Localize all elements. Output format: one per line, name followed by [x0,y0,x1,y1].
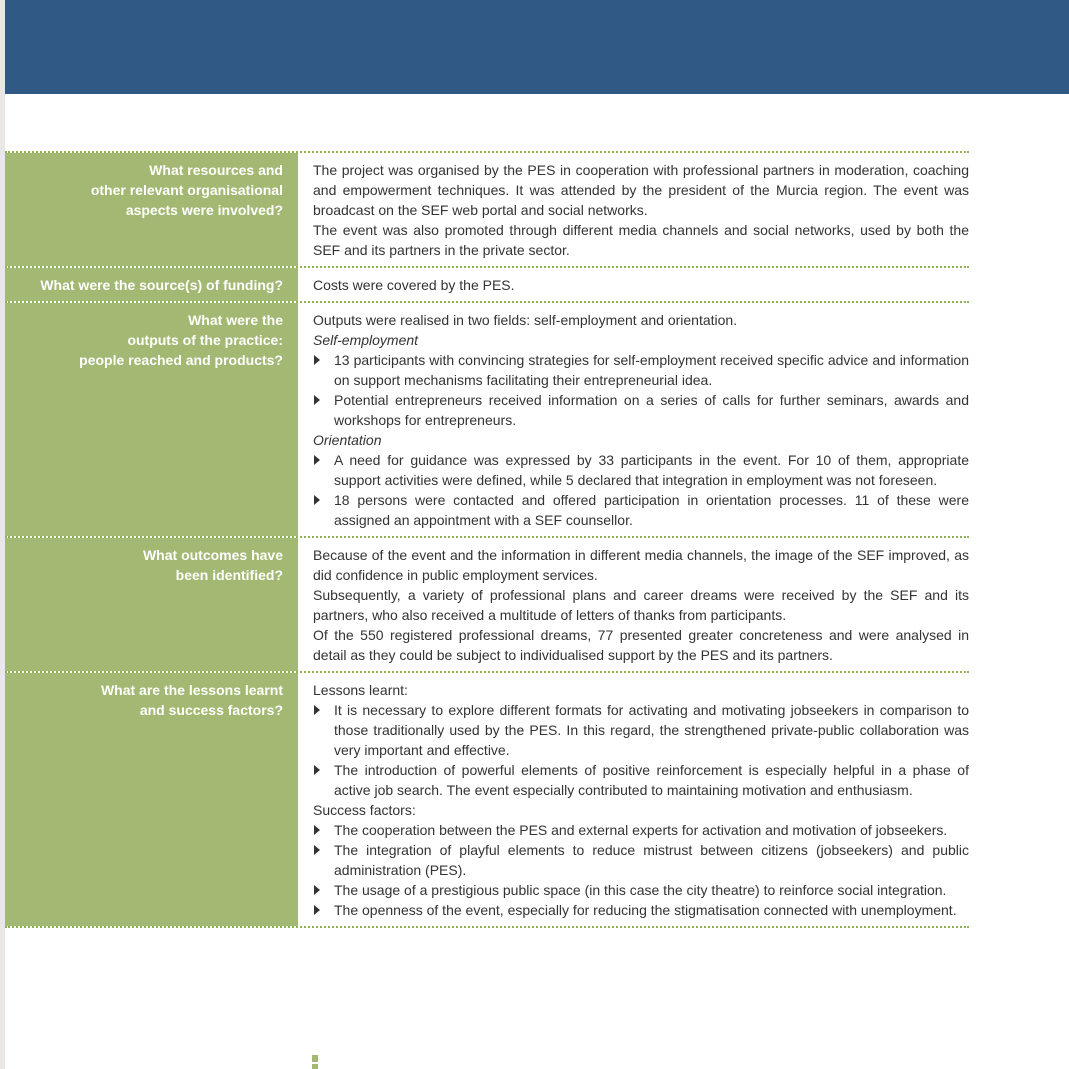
page-marker-lower [312,1064,318,1069]
answer-bullet: 13 participants with convincing strategies for self-employment received specific advice and information on support mechanisms facilitating their entrepreneurial idea. [313,350,969,390]
question-line: outputs of the practice: [127,332,283,348]
table-row [5,673,969,926]
answer-bullet: A need for guidance was expressed by 33 participants in the event. For 10 of them, appropriate support activities were defined, while 5 declared that integration in employment was not foreseen. [313,450,969,490]
question-line: aspects were involved? [125,202,283,218]
row-question [5,303,298,536]
answer-bullet: Potential entrepreneurs received information on a series of calls for further seminars, awards and workshops for entrepreneurs. [313,390,969,430]
header-band [5,0,1069,94]
question-line: What are the lessons learnt [100,682,283,698]
row-question [5,153,298,266]
question-line: and success factors? [139,702,283,718]
answer-bullet: The cooperation between the PES and external experts for activation and motivation of jobseekers. [313,820,969,840]
answer-paragraph: The project was organised by the PES in cooperation with professional partners in moderation, coaching and empowerment techniques. It was attended by the president of the Murcia region. The event was broadcast on the SEF web portal and social networks. [313,162,969,218]
row-answer [298,673,969,926]
question-line: What outcomes have [142,547,283,563]
row-answer [298,303,969,536]
answer-bullet: The integration of playful elements to reduce mistrust between citizens (jobseekers) and public administration (PES). [313,840,969,880]
table-row [5,538,969,671]
answer-paragraph: Because of the event and the information in different media channels, the image of the SEF improved, as did confidence in public employment services. [313,547,969,583]
question-line: people reached and products? [79,352,283,368]
question-line: What were the source(s) of funding? [40,277,283,293]
answer-bullet: The usage of a prestigious public space (in this case the city theatre) to reinforce social integration. [313,880,969,900]
answer-paragraph: Lessons learnt: [313,682,408,698]
answer-bullet: The openness of the event, especially for reducing the stigmatisation connected with unemployment. [313,900,969,920]
question-line: been identified? [175,567,283,583]
table-row [5,153,969,266]
answer-paragraph: Success factors: [313,802,416,818]
question-line: What resources and [149,162,283,178]
row-question [5,268,298,301]
answer-paragraph: The event was also promoted through different media channels and social networks, used by both the SEF and its partners in the private sector. [313,222,969,258]
question-line: What were the [188,312,283,328]
answer-bullet: The introduction of powerful elements of positive reinforcement is especially helpful in a phase of active job search. The event especially contributed to maintaining motivation and enthusiasm. [313,760,969,800]
answer-paragraph: Outputs were realised in two fields: self-employment and orientation. [313,312,738,328]
practice-table [5,151,969,928]
row-divider [5,926,969,928]
answer-subheading: Orientation [313,432,382,448]
table-row [5,303,969,536]
question-line: other relevant organisational [90,182,283,198]
answer-bullet: 18 persons were contacted and offered participation in orientation processes. 11 of these were assigned an appointment with a SEF counsellor. [313,490,969,530]
row-question [5,673,298,926]
answer-paragraph: Costs were covered by the PES. [313,277,515,293]
answer-bullet: It is necessary to explore different formats for activating and motivating jobseekers in comparison to those traditionally used by the PES. In this regard, the strengthened private-public collaboration was very important and effective. [313,700,969,760]
table-row [5,268,969,301]
row-answer [298,268,969,301]
answer-paragraph: Of the 550 registered professional dreams, 77 presented greater concreteness and were analysed in detail as they could be subject to individualised support by the PES and its partners. [313,627,969,663]
answer-subheading: Self-employment [313,332,419,348]
answer-paragraph: Subsequently, a variety of professional plans and career dreams were received by the SEF and its partners, who also received a multitude of letters of thanks from participants. [313,587,969,623]
row-answer [298,538,969,671]
row-question [5,538,298,671]
row-answer [298,153,969,266]
page-marker [312,1055,318,1062]
